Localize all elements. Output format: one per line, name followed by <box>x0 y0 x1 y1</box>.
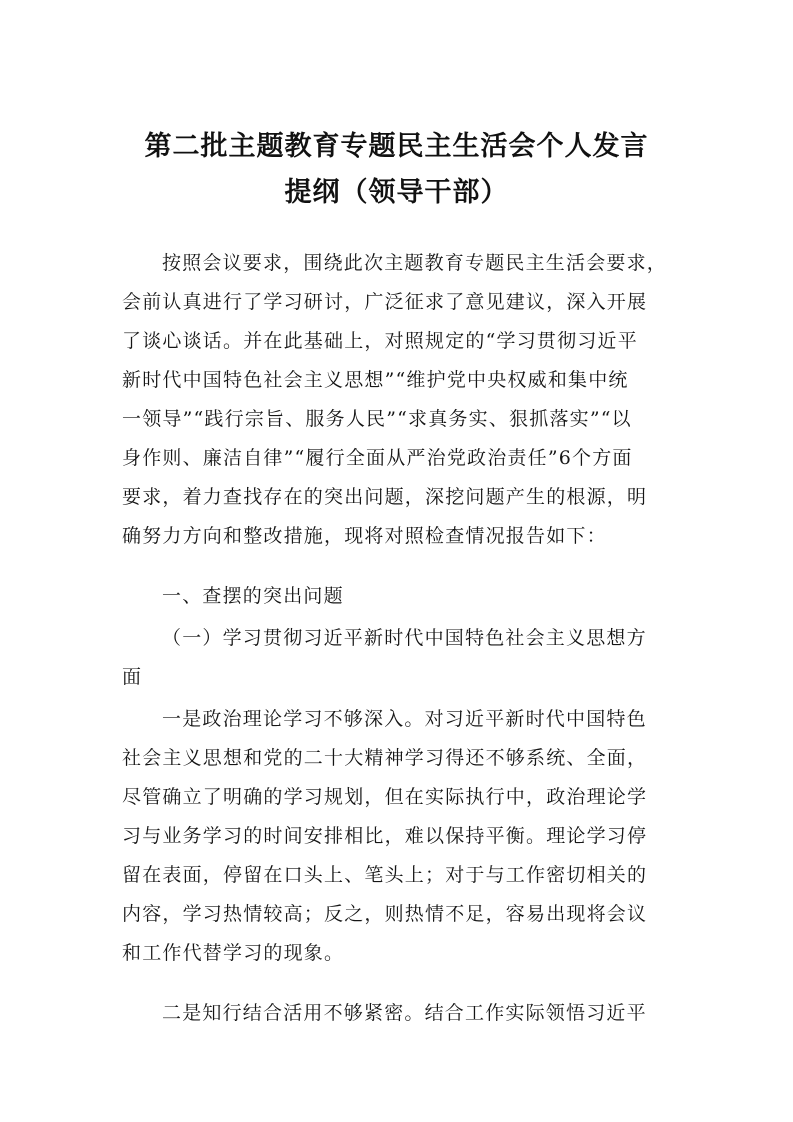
paragraph-line: 要求，着力查找存在的突出问题，深挖问题产生的根源，明 <box>122 486 648 508</box>
paragraph-line: 和工作代替学习的现象。 <box>122 942 345 964</box>
paragraph-line: 确努力方向和整改措施，现将对照检查情况报告如下： <box>122 525 607 547</box>
paragraph-line: 按照会议要求，围绕此次主题教育专题民主生活会要求， <box>162 252 668 274</box>
paragraph-line: 会前认真进行了学习研讨，广泛征求了意见建议，深入开展 <box>122 291 648 313</box>
document-title-line-1: 第二批主题教育专题民主生活会个人发言 <box>144 131 649 162</box>
paragraph-line: 社会主义思想和党的二十大精神学习得还不够系统、全面， <box>122 747 648 769</box>
paragraph-line: 新时代中国特色社会主义思想”“维护党中央权威和集中统 <box>122 369 629 391</box>
paragraph-line: 了谈心谈话。并在此基础上，对照规定的“学习贯彻习近平 <box>122 330 638 352</box>
paragraph-line: 二是知行结合活用不够紧密。结合工作实际领悟习近平 <box>162 1002 647 1024</box>
paragraph-line: 习与业务学习的时间安排相比，难以保持平衡。理论学习停 <box>122 825 648 847</box>
paragraph-line: 留在表面，停留在口头上、笔头上；对于与工作密切相关的 <box>122 864 648 886</box>
paragraph-line: 一领导”“践行宗旨、服务人民”“求真务实、狠抓落实”“以 <box>122 408 632 430</box>
subsection-heading: （一）学习贯彻习近平新时代中国特色社会主义思想方 <box>162 627 647 649</box>
section-heading: 一、查摆的突出问题 <box>162 585 344 607</box>
paragraph-line: 内容，学习热情较高；反之，则热情不足，容易出现将会议 <box>122 903 648 925</box>
document-title-line-2: 提纲（领导干部） <box>284 177 509 208</box>
subsection-heading-cont: 面 <box>122 666 143 688</box>
paragraph-line: 尽管确立了明确的学习规划，但在实际执行中，政治理论学 <box>122 786 648 808</box>
paragraph-line: 身作则、廉洁自律”“履行全面从严治党政治责任”6个方面 <box>122 447 633 469</box>
paragraph-line: 一是政治理论学习不够深入。对习近平新时代中国特色 <box>162 708 647 730</box>
